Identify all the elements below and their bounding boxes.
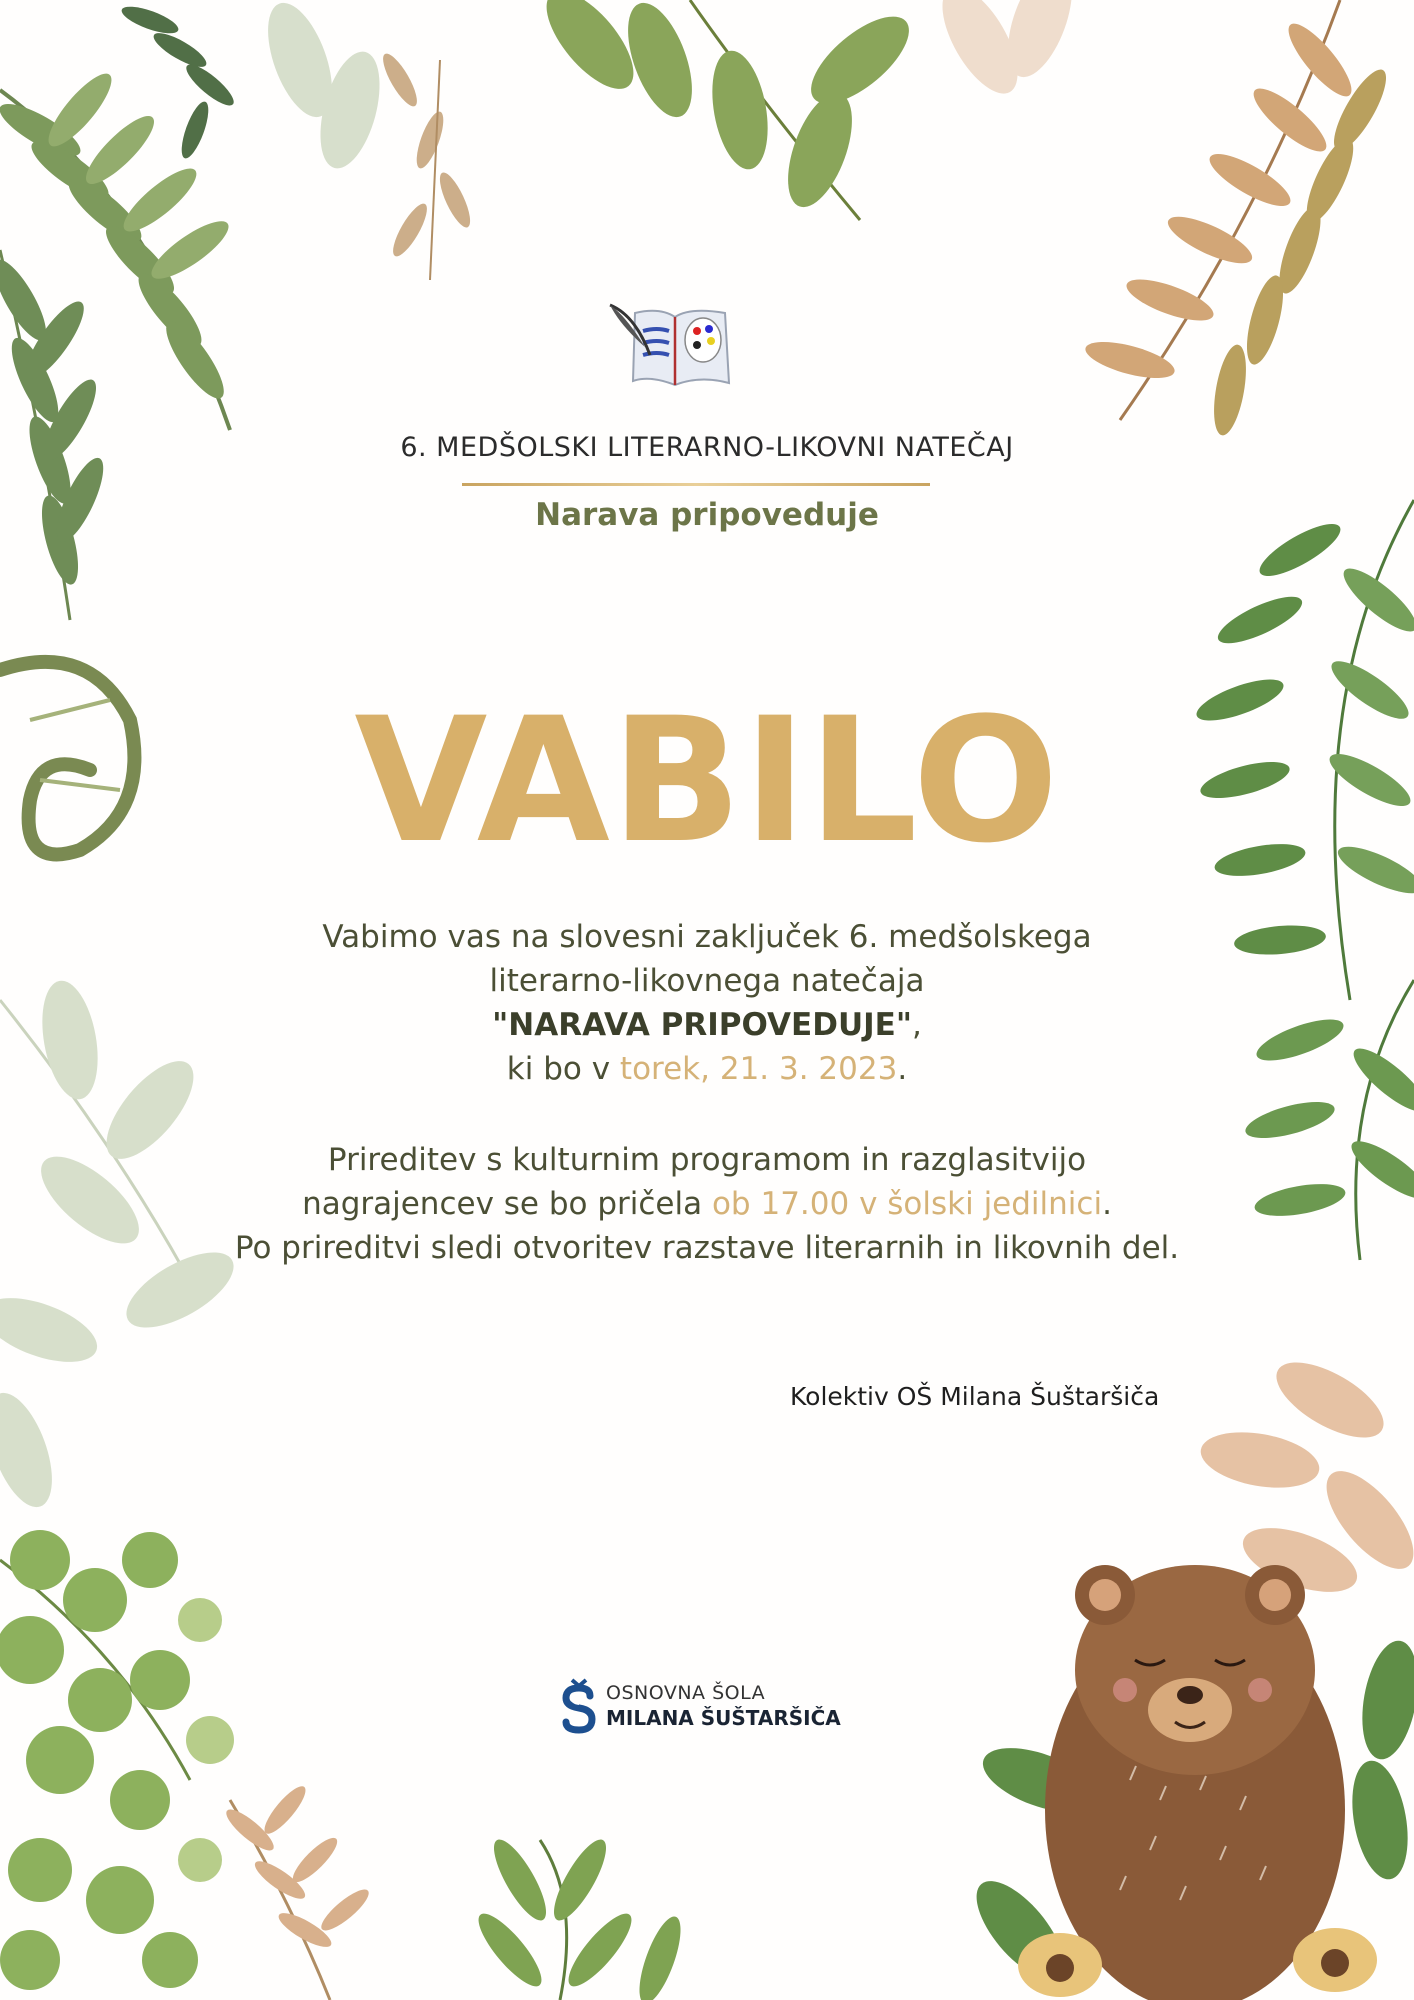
invitation-line-3 [157,1003,1257,1047]
invitation-line-2: literarno-likovnega natečaja [489,963,925,999]
school-s-mark-icon [560,1678,598,1734]
contest-name: "NARAVA PRIPOVEDUJE" [492,1007,912,1043]
invitation-line-1: Vabimo vas na slovesni zaključek 6. medšolskega [322,919,1092,955]
event-time-place: ob 17.00 v šolski jedilnici [711,1186,1103,1222]
event-line-2-prefix: nagrajencev se bo pričela [302,1186,712,1222]
signature: Kolektiv OŠ Milana Šuštaršiča [790,1382,1160,1411]
event-paragraph [157,1138,1257,1270]
event-line-3: Po prireditvi sledi otvoritev razstave literarnih in likovnih del. [234,1230,1180,1266]
invitation-line-4 [157,1047,1257,1091]
contest-subtitle: Narava pripoveduje [535,497,879,533]
event-line-2-suffix: . [1102,1186,1112,1222]
contest-title: 6. MEDŠOLSKI LITERARNO-LIKOVNI NATEČAJ [400,432,1014,463]
event-line-2 [157,1182,1257,1226]
school-name-line-2: MILANA ŠUŠTARŠIČA [606,1706,841,1730]
school-name-line-1: OSNOVNA ŠOLA [606,1682,766,1704]
invitation-line-4-suffix: . [897,1051,908,1087]
invitation-line-3-suffix: , [911,1007,922,1043]
invitation-heading: VABILO [354,680,1060,881]
school-logo [560,1676,841,1736]
title-divider [462,483,930,486]
event-line-1: Prireditev s kulturnim programom in razglasitvijo [327,1142,1087,1178]
invitation-line-4-prefix: ki bo v [506,1051,620,1087]
open-book-quill-palette-icon [605,295,745,395]
invitation-paragraph [157,915,1257,1091]
event-date: torek, 21. 3. 2023 [619,1051,898,1087]
